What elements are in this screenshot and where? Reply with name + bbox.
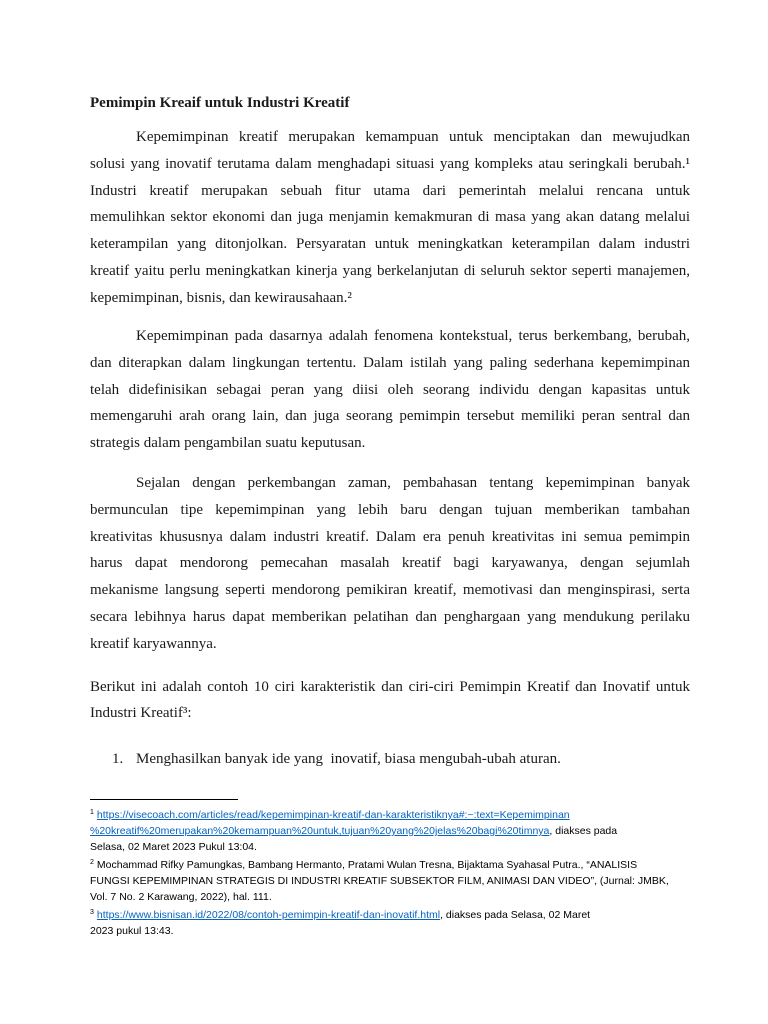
footnote-text: , diakses pada Selasa, 02 Maret — [440, 909, 591, 921]
footnote-2-line — [90, 889, 690, 905]
paragraph-line: secara lebihnya harus dapat memberikan pelatihan dan penghargaan yang mendukung perilaku — [90, 608, 690, 625]
footnote-text: FUNGSI KEPEMIMPINAN STRATEGIS DI INDUSTRI KREATIF SUBSEKTOR FILM, ANIMASI DAN VIDEO”, (Jurnal: JMBK, — [90, 875, 669, 887]
footnote-2-line — [90, 855, 690, 873]
footnote-mark: 3 — [90, 909, 94, 916]
footnote-1-line — [90, 823, 690, 839]
footnote-3-link[interactable]: https://www.bisnisan.id/2022/08/contoh-pemimpin-kreatif-dan-inovatif.html — [96, 909, 441, 921]
paragraph-2 — [90, 323, 690, 457]
paragraph-line: strategis dalam pengambilan suatu keputusan. — [90, 435, 366, 452]
list-item-text: Menghasilkan banyak ide yang inovatif, biasa mengubah-ubah aturan. — [136, 751, 561, 767]
paragraph-line: bermunculan tipe kepemimpinan yang lebih baru dengan tujuan memberikan tambahan — [90, 501, 690, 518]
footnote-1-line — [90, 839, 690, 855]
paragraph-line: kreatif yaitu perlu meningkatkan kinerja yang berkelanjutan di seluruh sektor seperti manajemen, — [90, 262, 690, 279]
footnote-2-line — [90, 873, 690, 889]
paragraph-line: harus dapat mendorong pemecahan masalah kreatif bagi karyawanya, dengan sejumlah — [90, 555, 690, 572]
footnote-text: Selasa, 02 Maret 2023 Pukul 13:04. — [90, 841, 257, 853]
paragraph-line: telah didefinisikan sebagai peran yang diisi oleh seorang individu dengan kapasitas untuk — [90, 381, 690, 398]
footnote-mark: 1 — [90, 809, 94, 816]
list-intro-paragraph — [90, 675, 690, 726]
paragraph-line: kreativitas khususnya dalam industri kreatif. Dalam era penuh kreativitas ini semua pemimpin — [90, 528, 690, 545]
paragraph-line: kreatif karyawannya. — [90, 635, 217, 652]
footnote-text: Mochammad Rifky Pamungkas, Bambang Hermanto, Pratami Wulan Tresna, Bijaktama Syahasal Putra., “ANALISIS — [96, 859, 638, 871]
footnote-3-line — [90, 923, 690, 939]
paragraph-line: keterampilan yang ditonjolkan. Persyaratan untuk meningkatkan keterampilan dalam industri — [90, 236, 690, 253]
footnote-text: 2023 pukul 13:43. — [90, 925, 174, 937]
paragraph-line: Berikut ini adalah contoh 10 ciri karakteristik dan ciri-ciri Pemimpin Kreatif dan Inovatif untuk — [90, 679, 690, 695]
paragraph-line: Industri Kreatif³: — [90, 704, 192, 721]
footnote-1-link[interactable]: https://visecoach.com/articles/read/kepemimpinan-kreatif-dan-karakteristiknya#:~:text=Kepemimpinan — [96, 809, 570, 821]
footnote-1-line — [90, 805, 690, 823]
footnote-3-line — [90, 905, 690, 923]
paragraph-line: memulihkan sektor ekonomi dan juga menjamin kemakmuran di masa yang akan datang melalui — [90, 209, 690, 226]
paragraph-line: dan diterapkan dalam lingkungan tertentu. Dalam istilah yang paling sederhana kepemimpinan — [90, 354, 690, 371]
paragraph-line: Kepemimpinan kreatif merupakan kemampuan untuk menciptakan dan mewujudkan — [136, 129, 690, 145]
list-item-number: 1. — [112, 751, 124, 767]
footnote-mark: 2 — [90, 859, 94, 866]
paragraph-line: solusi yang inovatif terutama dalam menghadapi situasi yang kompleks atau seringkali berubah.¹ — [90, 155, 690, 172]
section-title: Pemimpin Kreaif untuk Industri Kreatif — [90, 95, 350, 111]
paragraph-1 — [90, 124, 690, 312]
paragraph-line: mekanisme langsung seperti mendorong pemikiran kreatif, memotivasi dan menginspirasi, serta — [90, 582, 690, 599]
paragraph-line: kepemimpinan, bisnis, dan kewirausahaan.² — [90, 289, 352, 306]
paragraph-line: Kepemimpinan pada dasarnya adalah fenomena kontekstual, terus berkembang, berubah, — [136, 328, 690, 344]
footnote-1-link[interactable]: %20kreatif%20merupakan%20kemampuan%20untuk,tujuan%20yang%20jelas%20bagi%20timnya — [90, 825, 550, 837]
paragraph-line: Sejalan dengan perkembangan zaman, pembahasan tentang kepemimpinan banyak — [136, 475, 690, 491]
footnotes — [90, 805, 690, 939]
paragraph-line: Industri kreatif merupakan sebuah fitur utama dari pemerintah melalui rencana untuk — [90, 182, 690, 199]
footnote-text: , diakses pada — [549, 825, 618, 837]
footnote-text: Vol. 7 No. 2 Karawang, 2022), hal. 111. — [90, 891, 272, 903]
footnote-separator — [90, 799, 238, 800]
paragraph-3 — [90, 470, 690, 658]
paragraph-line: memengaruhi arah orang lain, dan juga seorang pemimpin tersebut memiliki peran sentral dan — [90, 408, 690, 425]
